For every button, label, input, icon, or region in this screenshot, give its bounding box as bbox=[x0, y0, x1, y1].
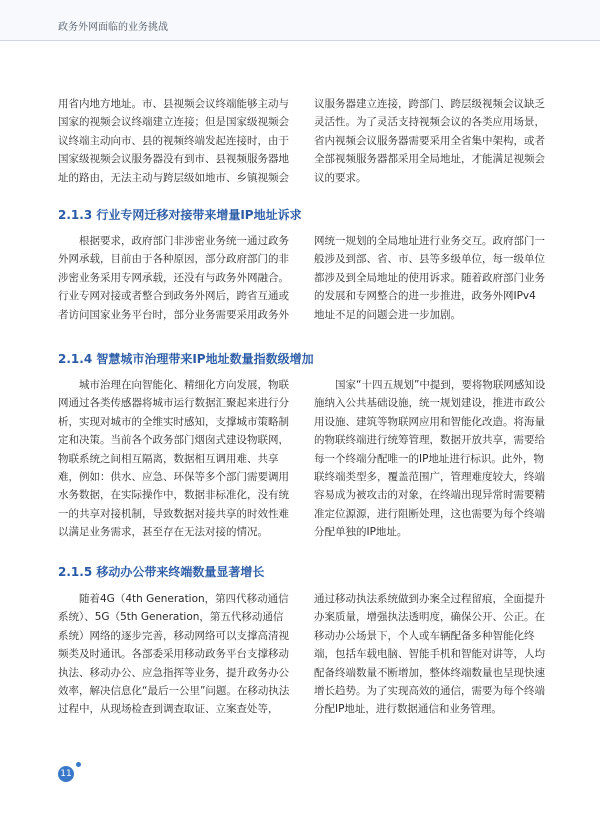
top-right-paragraph bbox=[314, 95, 546, 187]
page-number-dot bbox=[76, 762, 81, 767]
paragraph-text: 通过移动执法系统做到办案全过程留痕，全面提升办案质量，增强执法透明度，确保公开、公正。在移动办公场景下，个人或车辆配备多种智能化终端，包括车载电脑、智能手机和智能对讲等，人均配备终端数量不断增加，整体终端数量也呈现快速增长趋势。为了实现高效的通信，需要为每个终端分配IP地址，进行数据通信和业务管理。 bbox=[314, 593, 545, 716]
section-2-1-5-left bbox=[58, 590, 290, 719]
section-2-1-5-right bbox=[314, 590, 546, 719]
section-2-1-3-right bbox=[314, 232, 546, 324]
section-title-2-1-3: 2.1.3 行业专网迁移对接带来增量IP地址诉求 bbox=[58, 208, 302, 222]
paragraph-text: 城市治理在向智能化、精细化方向发展，物联网通过各类传感器将城市运行数据汇聚起来进行分析，实现对城市的全维实时感知，支撑城市策略制定和决策。当前各个政务部门烟囱式建设物联网，物联系统之间相互隔离，数据相互调用难、共享难，例如：供水、应急、环保等多个部门需要调用水务数据，在实际操作中，数据非标准化，没有统一的共享对接机制，导致数据对接共享的时效性难以满足业务需求，甚至存在无法对接的情况。 bbox=[58, 379, 289, 539]
paragraph-text: 国家“十四五规划”中提到，要将物联网感知设施纳入公共基础设施，统一规划建设，推进市政公用设施、建筑等物联网应用和智能化改造。将海量的物联终端进行统筹管理，数据开放共享，需要给每一个终端分配唯一的IP地址进行标识。此外，物联终端类型多，覆盖范围广，管理难度较大，终端容易成为被攻击的对象，在终端出现异常时需要精准定位源源，进行阻断处理，这也需要为每个终端分配单独的IP地址。 bbox=[314, 379, 546, 539]
page-number: 11 bbox=[58, 766, 74, 782]
section-title-2-1-5: 2.1.5 移动办公带来终端数量显著增长 bbox=[58, 565, 265, 579]
section-2-1-4-right bbox=[314, 376, 546, 542]
paragraph-text: 用省内地方地址。市、县视频会议终端能够主动与国家的视频会议终端建立连接；但是国家级视频会议终端主动向市、县的视频终端发起连接时，由于国家级视频会议服务器没有到市、县视频服务器地址的路由，无法主动与跨层级如地市、乡镇视频会 bbox=[58, 98, 289, 184]
header-divider bbox=[0, 40, 600, 41]
running-header-title: 政务外网面临的业务挑战 bbox=[58, 22, 168, 33]
paragraph-text: 随着4G（4th Generation，第四代移动通信系统）、5G（5th Generation，第五代移动通信系统）网络的逐步完善，移动网络可以支撑高清视频类及时通讯。各部委采用移动政务平台支撑移动执法、移动办公、应急指挥等业务，提升政务办公效率，解决信息化“最后一公里”问题。在移动执法过程中，从现场检查到调查取证、立案查处等， bbox=[58, 593, 290, 716]
top-left-paragraph bbox=[58, 95, 290, 187]
paragraph-text: 网统一规划的全局地址进行业务交互。政府部门一般涉及到部、省、市、县等多级单位，每一级单位都涉及到全局地址的使用诉求。随着政府部门业务的发展和专网整合的进一步推进，政务外网IPv4地址不足的问题会进一步加剧。 bbox=[314, 235, 545, 321]
section-title-2-1-4: 2.1.4 智慧城市治理带来IP地址数量指数级增加 bbox=[58, 352, 314, 366]
paragraph-text: 议服务器建立连接，跨部门、跨层级视频会议缺乏灵活性。为了灵活支持视频会议的各类应用场景，省内视频会议服务器需要采用全省集中架构，或者全部视频服务器都采用全局地址，才能满足视频会议的要求。 bbox=[314, 98, 545, 184]
paragraph-text: 根据要求，政府部门非涉密业务统一通过政务外网承载，目前由于各种原因，部分政府部门的非涉密业务采用专网承载，还没有与政务外网融合。行业专网对接或者整合到政务外网后，跨省互通或者访问国家业务平台时，部分业务需要采用政务外 bbox=[58, 235, 289, 321]
section-2-1-4-left bbox=[58, 376, 290, 542]
section-2-1-3-left bbox=[58, 232, 290, 324]
